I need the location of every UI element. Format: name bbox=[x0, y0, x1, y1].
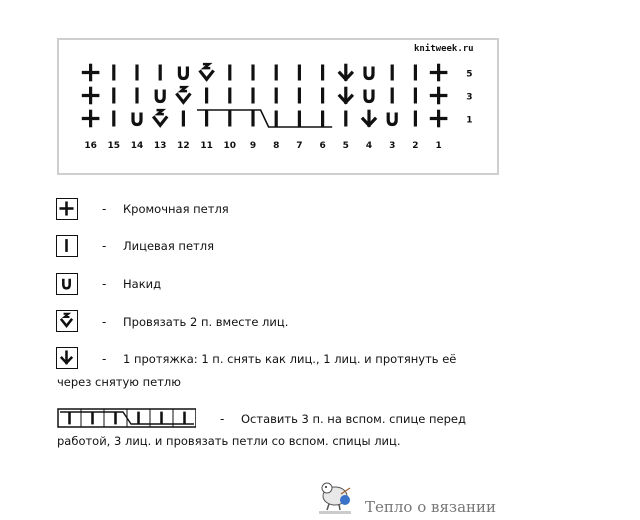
row-label: 3 bbox=[466, 92, 473, 103]
row-label: 5 bbox=[466, 69, 473, 80]
stitch-k2tog bbox=[177, 87, 189, 102]
stitch-yo bbox=[388, 114, 396, 124]
legend-sl1k1psso-icon bbox=[56, 347, 78, 369]
stitch-sl1k1psso bbox=[340, 88, 352, 102]
stitch-sl1k1psso bbox=[340, 65, 352, 79]
column-number: 10 bbox=[223, 141, 237, 151]
legend-edge-text: Кромочная петля bbox=[123, 202, 229, 216]
legend-dash: - bbox=[102, 315, 107, 329]
stitch-k2tog bbox=[201, 64, 213, 79]
column-number: 1 bbox=[435, 141, 442, 151]
legend-dash: - bbox=[102, 277, 107, 291]
stitch-edge bbox=[83, 111, 97, 125]
column-number: 11 bbox=[200, 141, 213, 151]
column-number: 2 bbox=[412, 141, 419, 151]
column-number: 15 bbox=[107, 141, 121, 151]
stitch-yo bbox=[365, 68, 373, 78]
stitch-yo bbox=[156, 91, 164, 101]
column-number: 12 bbox=[177, 141, 190, 151]
legend-edge-icon bbox=[56, 198, 78, 220]
legend-k2tog-text: Провязать 2 п. вместе лиц. bbox=[123, 315, 289, 329]
legend-cable-icon bbox=[56, 406, 196, 430]
legend-k2tog-icon bbox=[56, 310, 78, 332]
legend-knit-text: Лицевая петля bbox=[123, 239, 214, 253]
column-number: 16 bbox=[84, 141, 97, 151]
legend-yo-text: Накид bbox=[123, 277, 162, 291]
column-number: 5 bbox=[342, 141, 349, 151]
legend-cable-text: Оставить 3 п. на вспом. спице перед bbox=[241, 412, 466, 426]
stitch-sl1k1psso bbox=[363, 111, 375, 125]
legend-knit-icon bbox=[56, 235, 78, 257]
row-label: 1 bbox=[466, 115, 473, 126]
stitch-edge bbox=[431, 65, 445, 79]
site-label: knitweek.ru bbox=[414, 44, 474, 54]
knitting-chart bbox=[0, 0, 640, 190]
legend-cable-text-2: работой, 3 лиц. и провязать петли со вспом. спицы лиц. bbox=[57, 434, 401, 448]
stitch-yo bbox=[179, 68, 187, 78]
brand-name: Тепло о вязании bbox=[365, 498, 497, 516]
stitch-k2tog bbox=[154, 110, 166, 125]
cable-cross-line bbox=[197, 110, 332, 127]
chart-row bbox=[83, 64, 445, 80]
legend-dash: - bbox=[102, 239, 107, 253]
column-number: 3 bbox=[389, 141, 396, 151]
stitch-edge bbox=[431, 111, 445, 125]
stitch-yo bbox=[133, 114, 141, 124]
column-number: 8 bbox=[273, 141, 280, 151]
column-number: 7 bbox=[296, 141, 303, 151]
chart-row bbox=[83, 87, 445, 103]
column-number: 4 bbox=[365, 141, 373, 151]
legend-dash: - bbox=[220, 412, 225, 426]
stitch-edge bbox=[83, 65, 97, 79]
sheep-logo-icon bbox=[315, 476, 357, 516]
legend-sl1k1psso-text: 1 протяжка: 1 п. снять как лиц., 1 лиц. и протянуть её bbox=[123, 352, 457, 366]
stitch-edge bbox=[431, 88, 445, 102]
legend-dash: - bbox=[102, 202, 107, 216]
column-number: 6 bbox=[319, 141, 326, 151]
legend-dash: - bbox=[102, 352, 107, 366]
column-number: 9 bbox=[249, 141, 257, 151]
column-number: 14 bbox=[130, 141, 144, 151]
column-number: 13 bbox=[153, 141, 167, 151]
legend-yo-icon bbox=[56, 273, 78, 295]
stitch-edge bbox=[83, 88, 97, 102]
stitch-yo bbox=[365, 91, 373, 101]
legend-sl1k1psso-text-2: через снятую петлю bbox=[57, 375, 181, 389]
